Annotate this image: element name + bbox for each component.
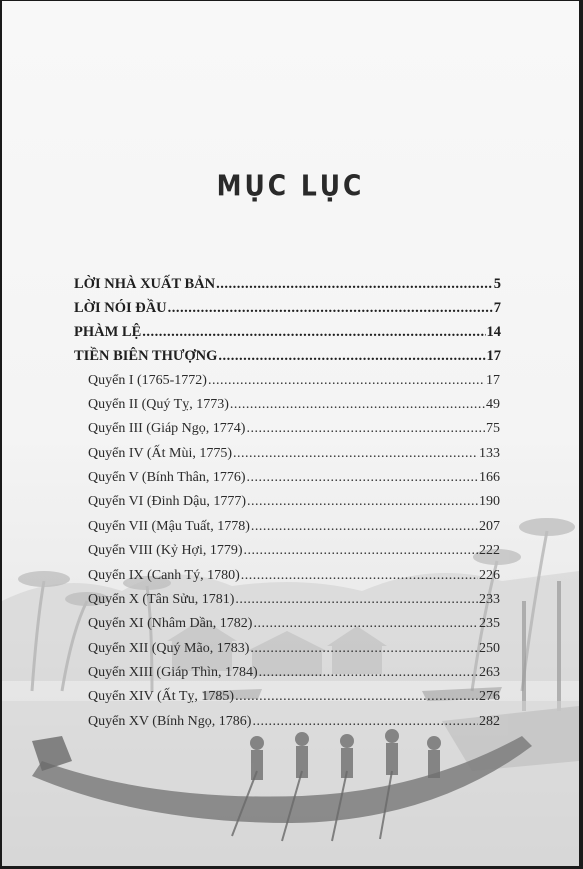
- toc-volume-entry[interactable]: [88, 373, 500, 389]
- toc-volume-entry[interactable]: [88, 592, 500, 608]
- toc-entry-page: 276: [479, 689, 500, 704]
- toc-entry-page: 207: [479, 519, 500, 534]
- dot-leader: [208, 373, 485, 389]
- toc-volume-entry[interactable]: [88, 470, 500, 486]
- dot-leader: [253, 616, 478, 632]
- toc-entry-label: Quyển VI (Đinh Dậu, 1777): [88, 494, 246, 509]
- toc-entry-label: Quyển II (Quý Tỵ, 1773): [88, 397, 229, 412]
- toc-entry-page: 133: [479, 446, 500, 461]
- toc-entry-label: Quyển XII (Quý Mão, 1783): [88, 641, 250, 656]
- toc-volume-entry[interactable]: [88, 714, 500, 730]
- toc-volume-entry[interactable]: [88, 641, 500, 657]
- toc-volume-entry[interactable]: [88, 689, 500, 705]
- dot-leader: [168, 300, 493, 317]
- toc-entry[interactable]: [74, 348, 501, 365]
- dot-leader: [246, 421, 485, 437]
- toc-entry-page: 263: [479, 665, 500, 680]
- toc-entry-label: LỜI NÓI ĐẦU: [74, 300, 167, 316]
- dot-leader: [247, 470, 479, 486]
- toc-entry-page: 17: [486, 348, 501, 364]
- toc-entry-page: 226: [479, 568, 500, 583]
- toc-entry-page: 233: [479, 592, 500, 607]
- toc-entry-label: Quyển XIII (Giáp Thìn, 1784): [88, 665, 258, 680]
- toc-entry-page: 7: [493, 300, 501, 316]
- book-page: [2, 1, 579, 866]
- dot-leader: [259, 665, 478, 681]
- toc-entry-label: Quyển XIV (Ất Tỵ, 1785): [88, 689, 235, 704]
- toc-entry[interactable]: [74, 300, 501, 317]
- dot-leader: [216, 276, 493, 293]
- dot-leader: [247, 494, 478, 510]
- toc-entry-label: Quyển IV (Ất Mùi, 1775): [88, 446, 233, 461]
- toc-entry-label: Quyển XV (Bính Ngọ, 1786): [88, 714, 252, 729]
- dot-leader: [252, 714, 478, 730]
- toc-entry-label: Quyển V (Bính Thân, 1776): [88, 470, 246, 485]
- toc-entry-page: 222: [479, 543, 500, 558]
- toc-volume-entry[interactable]: [88, 494, 500, 510]
- toc-entry-label: TIỀN BIÊN THƯỢNG: [74, 348, 218, 364]
- dot-leader: [235, 592, 478, 608]
- toc-entry-label: Quyển IX (Canh Tý, 1780): [88, 568, 240, 583]
- toc-entry-page: 14: [486, 324, 501, 340]
- dot-leader: [235, 689, 478, 705]
- toc-entry[interactable]: [74, 276, 501, 293]
- dot-leader: [244, 543, 478, 559]
- toc-entry-page: 282: [479, 714, 500, 729]
- toc-volume-entry[interactable]: [88, 519, 500, 535]
- toc-entry-page: 166: [479, 470, 500, 485]
- toc-entry-label: Quyển III (Giáp Ngọ, 1774): [88, 421, 246, 436]
- toc-entry-page: 5: [493, 276, 501, 292]
- toc-entry-label: Quyển VII (Mậu Tuất, 1778): [88, 519, 250, 534]
- toc-entry-page: 190: [479, 494, 500, 509]
- dot-leader: [241, 568, 478, 584]
- toc-volume-entry[interactable]: [88, 665, 500, 681]
- page-title: MỤC LỤC: [216, 168, 365, 203]
- dot-leader: [218, 348, 485, 365]
- toc-entry-label: PHÀM LỆ: [74, 324, 142, 340]
- dot-leader: [142, 324, 485, 341]
- toc-entry-page: 49: [486, 397, 500, 412]
- toc-volume-entry[interactable]: [88, 568, 500, 584]
- dot-leader: [233, 446, 478, 462]
- toc-volume-entry[interactable]: [88, 543, 500, 559]
- dot-leader: [230, 397, 485, 413]
- toc-entry-label: Quyển X (Tân Sửu, 1781): [88, 592, 235, 607]
- dot-leader: [250, 641, 478, 657]
- dot-leader: [251, 519, 478, 535]
- toc-entry-page: 235: [479, 616, 500, 631]
- toc-entry-label: Quyển I (1765-1772): [88, 373, 207, 388]
- toc-entry-page: 75: [486, 421, 500, 436]
- toc-entry-label: Quyển XI (Nhâm Dần, 1782): [88, 616, 253, 631]
- toc-volume-entry[interactable]: [88, 397, 500, 413]
- toc-volume-entry[interactable]: [88, 421, 500, 437]
- toc-volume-entry[interactable]: [88, 616, 500, 632]
- toc-entry-label: LỜI NHÀ XUẤT BẢN: [74, 276, 216, 292]
- toc-entry[interactable]: [74, 324, 501, 341]
- toc-entry-label: Quyển VIII (Kỷ Hợi, 1779): [88, 543, 243, 558]
- toc-entry-page: 250: [479, 641, 500, 656]
- toc-entry-page: 17: [486, 373, 500, 388]
- toc-volume-entry[interactable]: [88, 446, 500, 462]
